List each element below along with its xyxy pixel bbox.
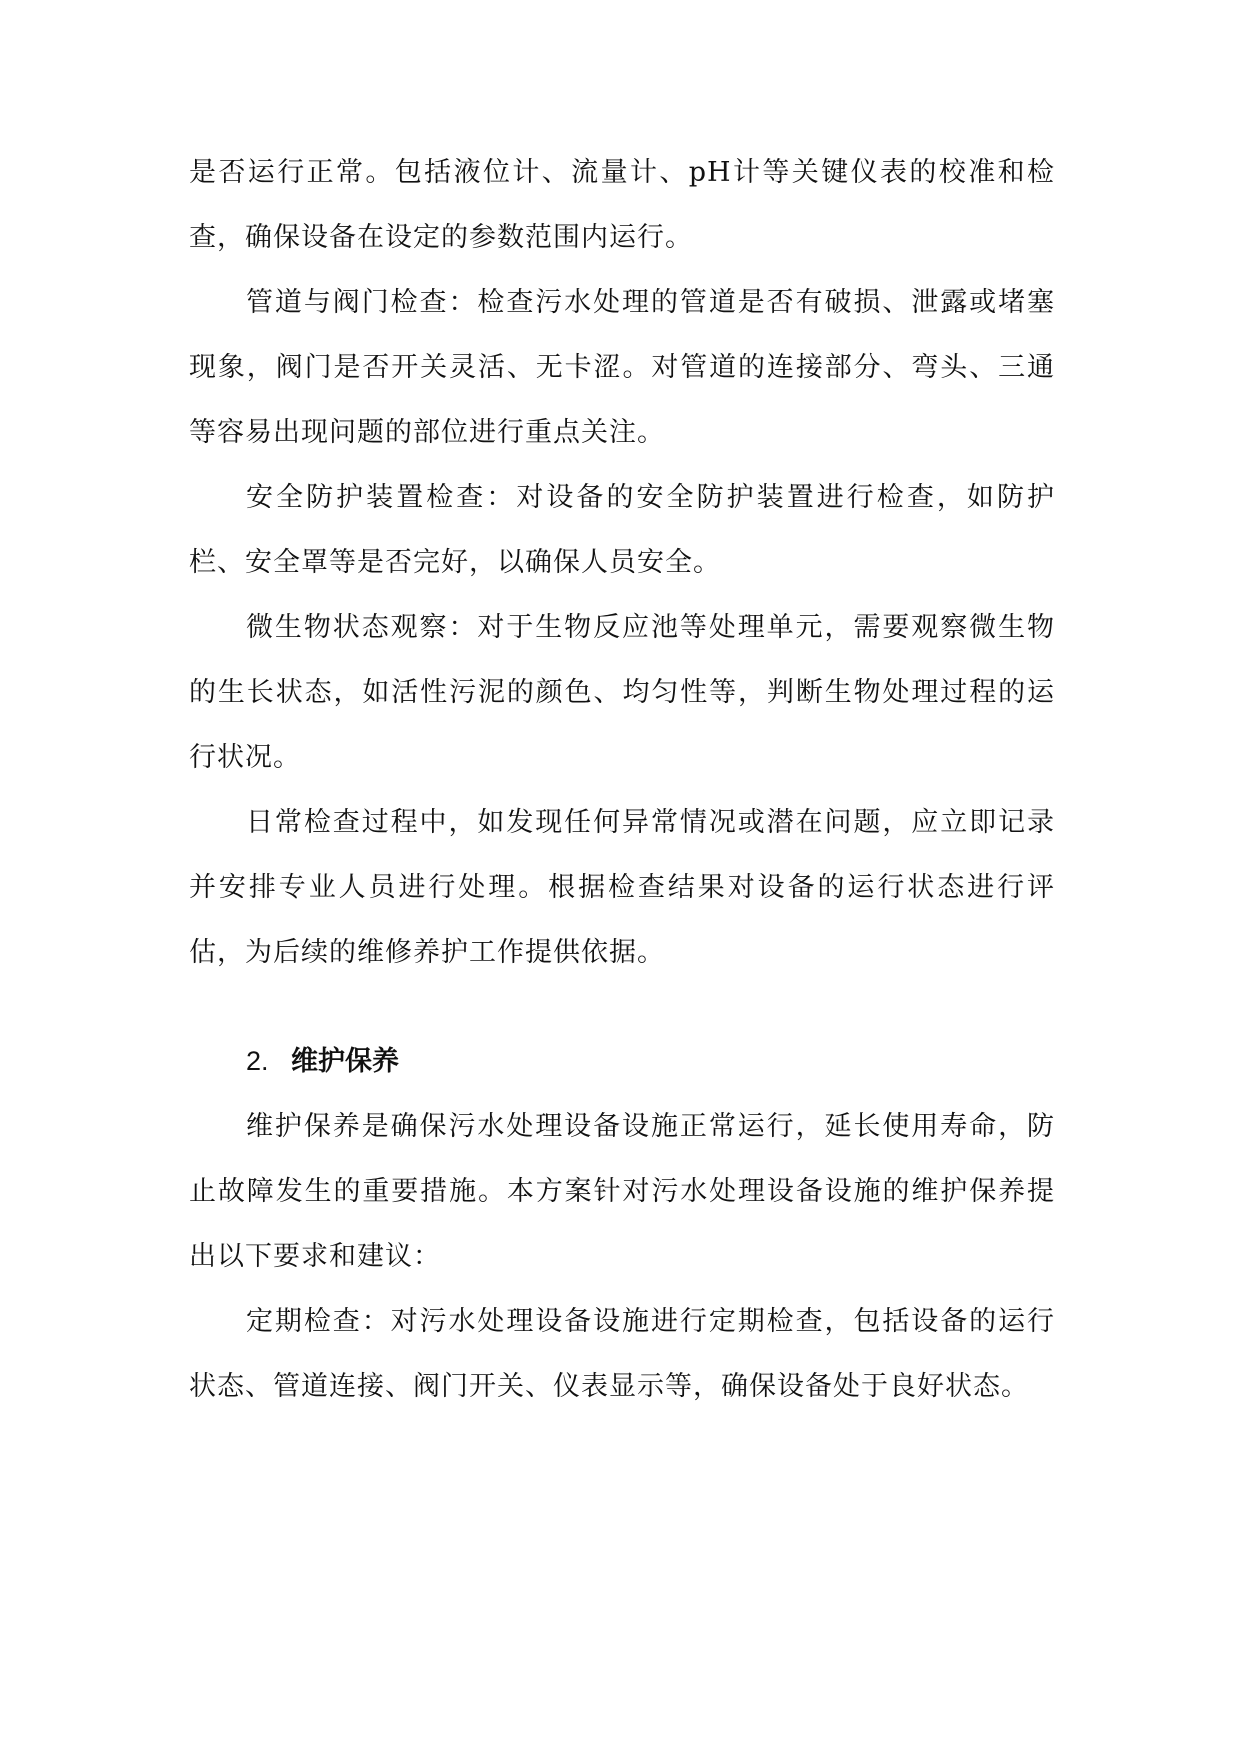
paragraph-continuation: 是否运行正常。包括液位计、流量计、pH计等关键仪表的校准和检查，确保设备在设定的参数范围内运行。 (189, 157, 1055, 253)
paragraph-safety-device-check: 安全防护装置检查：对设备的安全防护装置进行检查，如防护栏、安全罩等是否完好，以确保人员安全。 (189, 482, 1055, 578)
document-body (189, 140, 1055, 1419)
paragraph-pipe-valve-check: 管道与阀门检查：检查污水处理的管道是否有破损、泄露或堵塞现象，阀门是否开关灵活、无卡涩。对管道的连接部分、弯头、三通等容易出现问题的部位进行重点关注。 (189, 287, 1055, 448)
paragraph-daily-check-summary: 日常检查过程中，如发现任何异常情况或潜在问题，应立即记录并安排专业人员进行处理。根据检查结果对设备的运行状态进行评估，为后续的维修养护工作提供依据。 (189, 807, 1055, 968)
paragraph-maintenance-intro: 维护保养是确保污水处理设备设施正常运行，延长使用寿命，防止故障发生的重要措施。本方案针对污水处理设备设施的维护保养提出以下要求和建议： (189, 1111, 1055, 1272)
paragraph-microbe-observation: 微生物状态观察：对于生物反应池等处理单元，需要观察微生物的生长状态，如活性污泥的颜色、均匀性等，判断生物处理过程的运行状况。 (189, 612, 1055, 773)
paragraph-periodic-check: 定期检查：对污水处理设备设施进行定期检查，包括设备的运行状态、管道连接、阀门开关、仪表显示等，确保设备处于良好状态。 (189, 1306, 1055, 1402)
section-title: 维护保养 (291, 1046, 399, 1077)
section-number: 2. (246, 1046, 269, 1076)
section-heading (189, 1029, 1055, 1094)
